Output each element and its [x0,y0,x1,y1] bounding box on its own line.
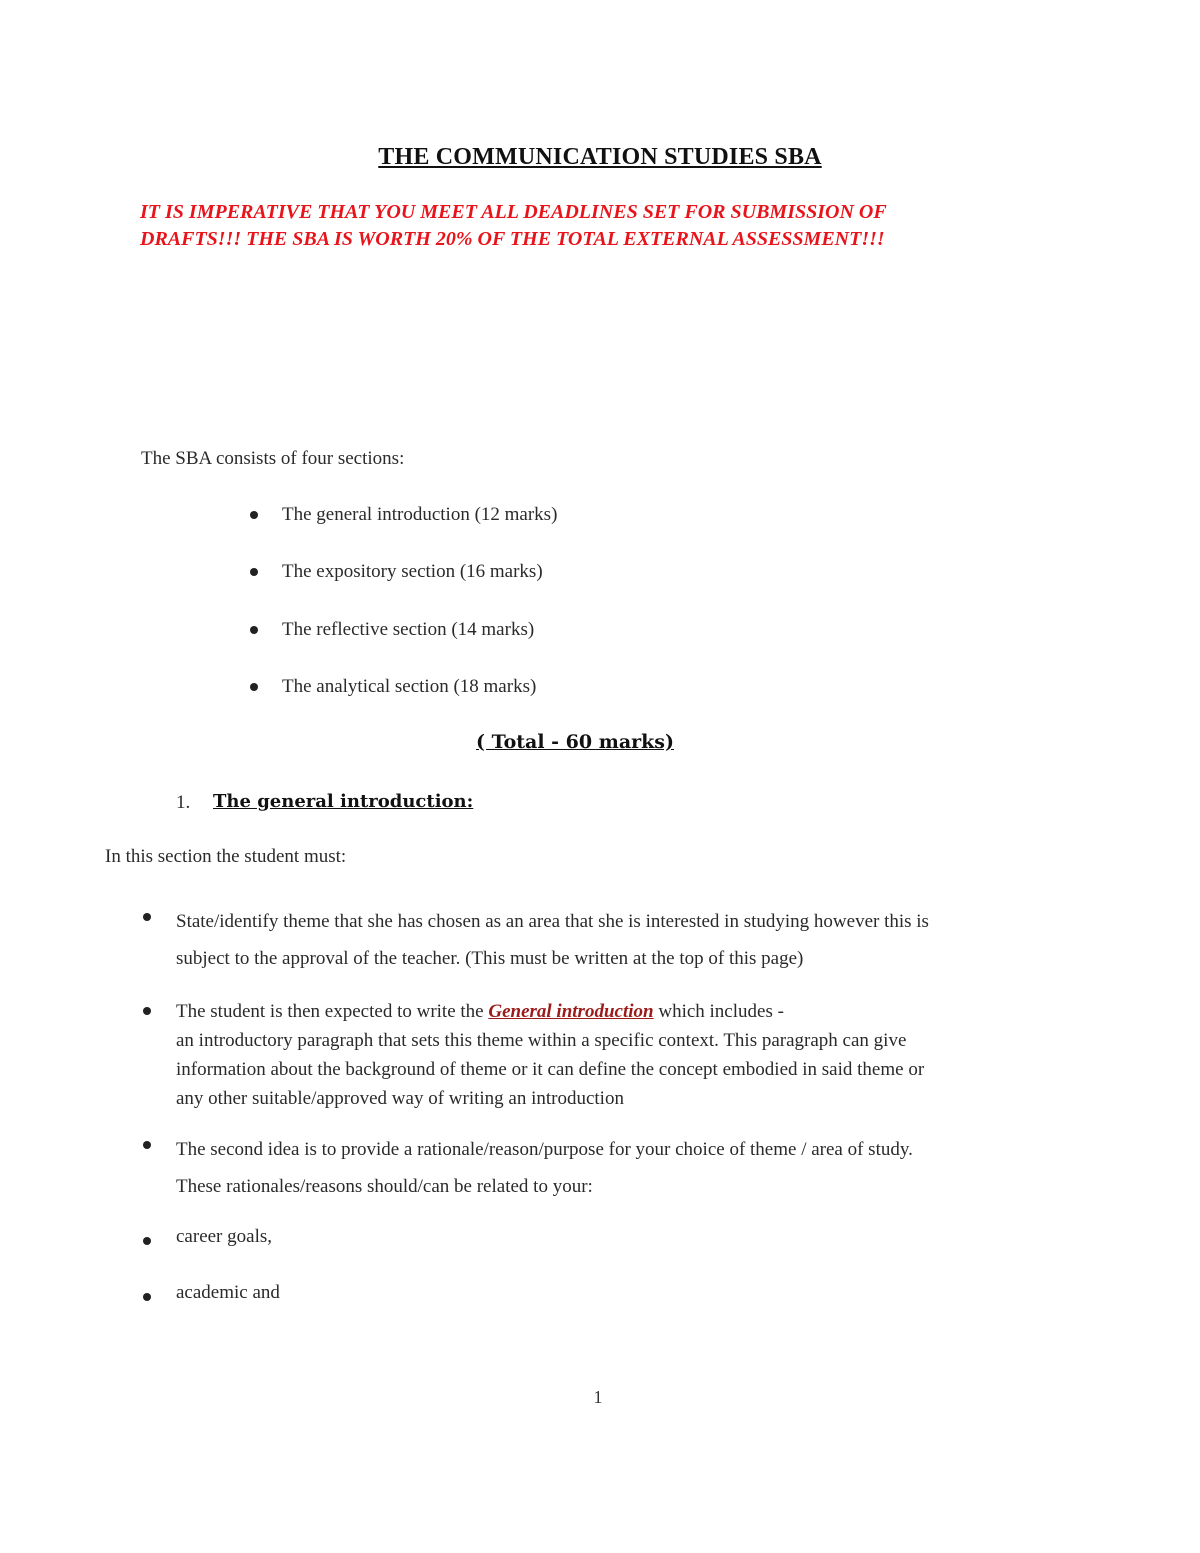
total-marks: ( Total - 60 marks) [476,731,674,753]
list-item [176,903,929,977]
item3-line-1: The second idea is to provide a rationale/reason/purpose for your choice of theme / area of study. [176,1139,913,1160]
sections-intro: The SBA consists of four sections: [141,448,405,469]
deadline-warning [140,199,1020,253]
item2-line-3: information about the background of theme or it can define the concept embodied in said theme or [176,1059,925,1080]
item1-line-1: State/identify theme that she has chosen as an area that she is interested in studying however this is [176,911,929,932]
list-item-text: The general introduction (12 marks) [282,504,558,525]
item2-line-1 [176,997,924,1026]
bullet-icon [143,1141,151,1149]
bullet-icon [250,683,258,691]
item1-line-2: subject to the approval of the teacher. (This must be written at the top of this page) [176,948,804,969]
bullet-icon [143,1007,151,1015]
list-item-text: The expository section (16 marks) [282,561,543,582]
list-item-text: career goals, [176,1226,272,1247]
list-item-text: The reflective section (14 marks) [282,619,535,640]
bullet-icon [250,511,258,519]
list-item-text: academic and [176,1282,280,1303]
general-introduction-emphasis: General introduction [488,1001,654,1022]
warning-line-1: IT IS IMPERATIVE THAT YOU MEET ALL DEADLINES SET FOR SUBMISSION OF [140,201,887,223]
item2-post: which includes - [653,1001,784,1022]
item2-line-4: any other suitable/approved way of writing an introduction [176,1088,624,1109]
list-item [176,1131,913,1205]
heading-number: 1. [176,792,191,813]
bullet-icon [143,1237,151,1245]
item3-line-2: These rationales/reasons should/can be related to your: [176,1176,593,1197]
bullet-icon [250,568,258,576]
lead-paragraph: In this section the student must: [105,846,347,867]
item2-line-2: an introductory paragraph that sets this theme within a specific context. This paragraph can give [176,1030,907,1051]
bullet-icon [143,913,151,921]
item2-pre: The student is then expected to write the [176,1001,489,1022]
section-heading: The general introduction: [213,791,474,812]
list-item-text: The analytical section (18 marks) [282,676,537,697]
bullet-icon [250,626,258,634]
page-number: 1 [593,1387,603,1407]
bullet-icon [143,1293,151,1301]
document-title: THE COMMUNICATION STUDIES SBA [378,144,822,170]
warning-line-2: DRAFTS!!! THE SBA IS WORTH 20% OF THE TOTAL EXTERNAL ASSESSMENT!!! [140,228,885,250]
list-item [176,997,924,1113]
